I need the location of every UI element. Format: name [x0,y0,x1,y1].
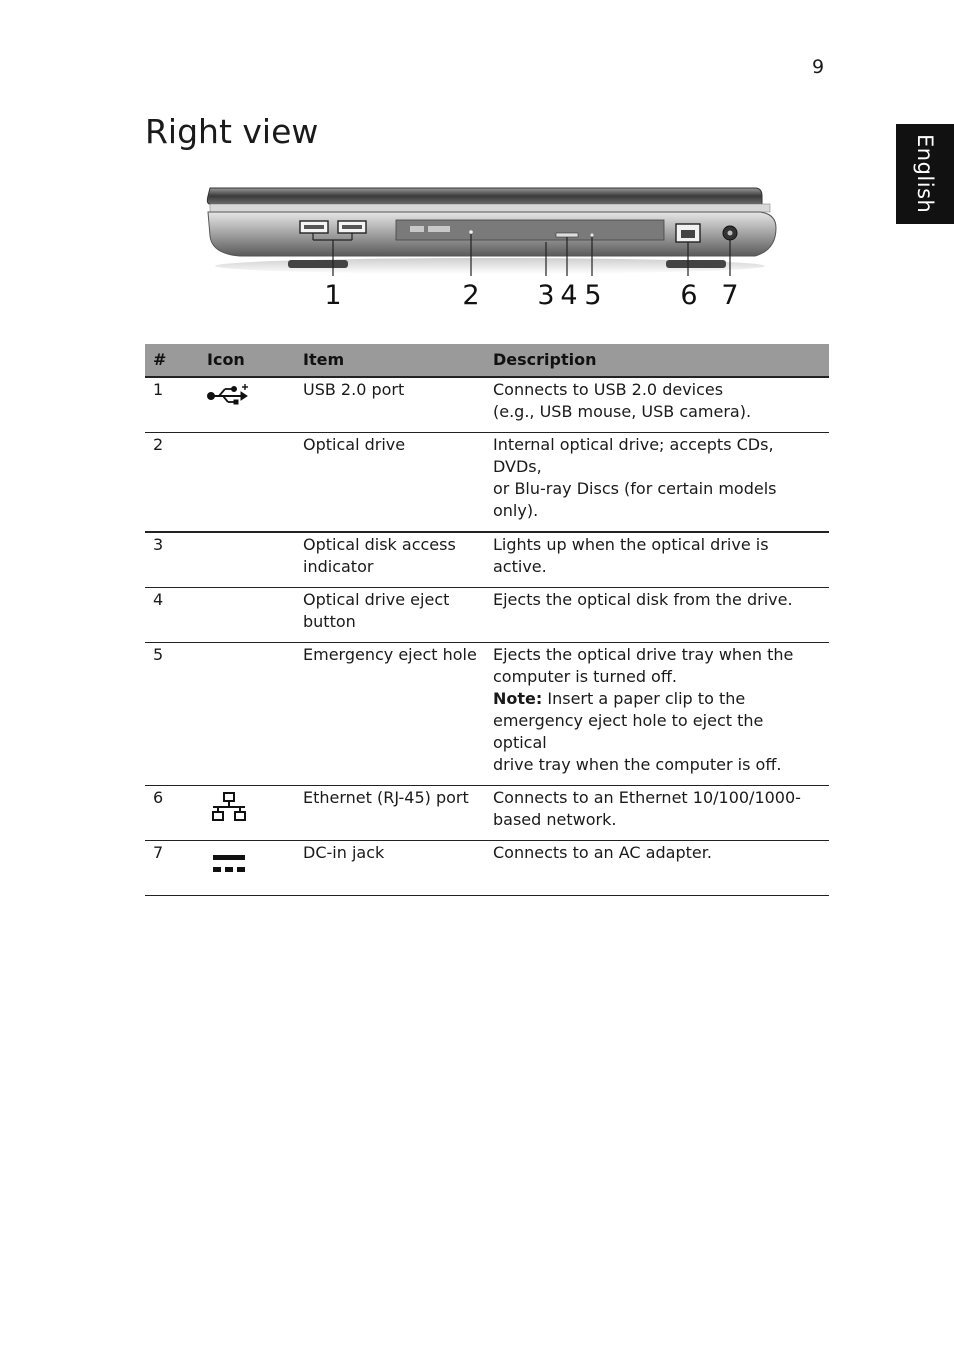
note-text: Insert a paper clip to the [542,689,746,708]
row-num: 2 [145,433,199,533]
row-num: 5 [145,643,199,786]
row-num: 4 [145,588,199,643]
laptop-right-view-figure [200,180,790,320]
item-line: button [303,612,356,631]
page-title: Right view [145,112,319,151]
item-line: USB 2.0 port [303,380,405,399]
row-icon-cell [199,643,295,786]
language-tab-label: English [913,134,937,214]
description-line: based network. [493,810,617,829]
row-icon-cell [199,433,295,533]
callout-1: 1 [324,280,342,311]
row-item [295,841,485,896]
row-item [295,532,485,588]
row-icon-cell [199,786,295,841]
header-description: Description [485,344,829,377]
row-description [485,841,829,896]
callout-5: 5 [584,280,602,311]
table-header-row [145,344,829,377]
item-line: Optical drive eject [303,590,450,609]
item-line: DC-in jack [303,843,385,862]
table-row [145,433,829,533]
row-item [295,377,485,433]
ports-table [145,344,829,896]
description-line: Lights up when the optical drive is [493,535,769,554]
table-row [145,841,829,896]
header-icon: Icon [199,344,295,377]
header-item: Item [295,344,485,377]
note-line [493,688,821,710]
table-row [145,588,829,643]
dc-in-icon [207,845,251,879]
item-line: Optical drive [303,435,406,454]
row-icon-cell [199,532,295,588]
callout-2: 2 [462,280,480,311]
description-line: or Blu-ray Discs (for certain models only). [493,479,777,520]
header-num: # [145,344,199,377]
row-description [485,786,829,841]
description-line: Ejects the optical disk from the drive. [493,590,793,609]
description-line: computer is turned off. [493,667,677,686]
row-icon-cell [199,377,295,433]
row-num: 1 [145,377,199,433]
language-tab [896,124,954,224]
callout-3: 3 [537,280,555,311]
description-line: active. [493,557,547,576]
row-description [485,643,829,786]
item-line: indicator [303,557,374,576]
description-line: (e.g., USB mouse, USB camera). [493,402,752,421]
laptop-illustration [200,180,790,280]
row-description [485,433,829,533]
note-text: drive tray when the computer is off. [493,755,782,774]
page-number: 9 [812,56,825,78]
row-description [485,377,829,433]
row-num: 3 [145,532,199,588]
row-icon-cell [199,588,295,643]
row-description [485,588,829,643]
row-description [485,532,829,588]
usb-icon [207,382,251,408]
row-item [295,588,485,643]
callout-6: 6 [680,280,698,311]
row-icon-cell [199,841,295,896]
note-text: emergency eject hole to eject the optical [493,711,764,752]
table-row [145,377,829,433]
description-line: Connects to an Ethernet 10/100/1000- [493,788,801,807]
note-label: Note: [493,689,543,708]
table-row [145,532,829,588]
callout-7: 7 [721,280,739,311]
table-row [145,786,829,841]
row-item [295,433,485,533]
row-item [295,786,485,841]
row-num: 7 [145,841,199,896]
item-line: Ethernet (RJ-45) port [303,788,469,807]
table-row [145,643,829,786]
description-line: Internal optical drive; accepts CDs, DVDs, [493,435,774,476]
description-line: Connects to an AC adapter. [493,843,712,862]
description-line: Ejects the optical drive tray when the [493,645,794,664]
ethernet-icon [207,790,251,824]
description-line: Connects to USB 2.0 devices [493,380,724,399]
row-item [295,643,485,786]
item-line: Emergency eject hole [303,645,477,664]
row-num: 6 [145,786,199,841]
item-line: Optical disk access [303,535,456,554]
callout-4: 4 [560,280,578,311]
